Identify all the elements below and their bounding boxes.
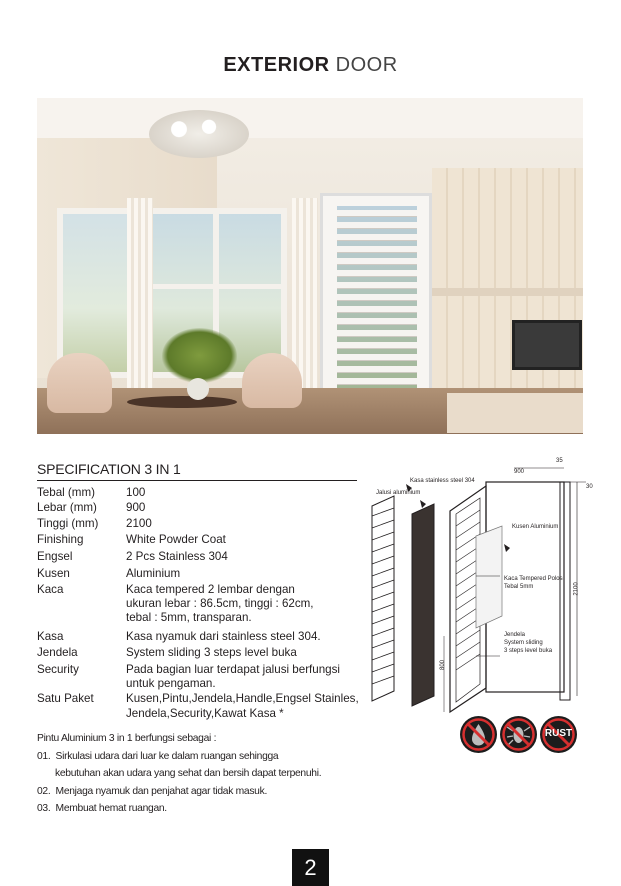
door-diagram bbox=[364, 456, 600, 718]
list-item: kebutuhan akan udara yang sehat dan bersih dapat terpenuhi. bbox=[55, 768, 322, 779]
dim-800: 800 bbox=[440, 659, 447, 671]
label-kaca: Kaca Tempered Polos bbox=[504, 576, 563, 582]
label-jendela-2: System sliding bbox=[504, 640, 543, 646]
label-jendela-3: 3 steps level buka bbox=[504, 648, 553, 654]
dim-35: 35 bbox=[556, 458, 563, 464]
functions-intro: Pintu Aluminium 3 in 1 berfungsi sebagai : bbox=[37, 733, 217, 744]
dim-30: 30 bbox=[586, 484, 593, 490]
page-number: 2 bbox=[292, 849, 329, 886]
divider bbox=[37, 480, 357, 481]
list-item: 02. Menjaga nyamuk dan penjahat agar tidak masuk. bbox=[37, 786, 268, 797]
no-water-icon bbox=[460, 716, 497, 753]
label-kasa: Kasa stainless steel 304 bbox=[410, 478, 475, 484]
no-insect-icon bbox=[500, 716, 537, 753]
label-kaca-2: Tebal 5mm bbox=[504, 584, 534, 590]
dim-2100: 2100 bbox=[573, 582, 580, 596]
label-jalusi: Jalusi aluminium bbox=[376, 490, 421, 496]
rust-text: RUST bbox=[544, 728, 573, 739]
dim-900: 900 bbox=[514, 469, 525, 475]
tv-icon bbox=[512, 320, 582, 370]
title-light: DOOR bbox=[335, 54, 398, 76]
title-bold: EXTERIOR bbox=[223, 54, 330, 76]
list-item: 03. Membuat hemat ruangan. bbox=[37, 803, 167, 814]
list-item: 01. Sirkulasi udara dari luar ke dalam ruangan sehingga bbox=[37, 751, 279, 762]
label-kusen: Kusen Aluminium bbox=[512, 524, 559, 530]
page-title bbox=[0, 54, 621, 77]
spec-title: SPECIFICATION 3 IN 1 bbox=[37, 461, 181, 477]
label-jendela: Jendela bbox=[504, 632, 526, 638]
chandelier-icon bbox=[149, 110, 249, 158]
interior-photo bbox=[37, 98, 583, 434]
no-rust-icon bbox=[540, 716, 577, 753]
